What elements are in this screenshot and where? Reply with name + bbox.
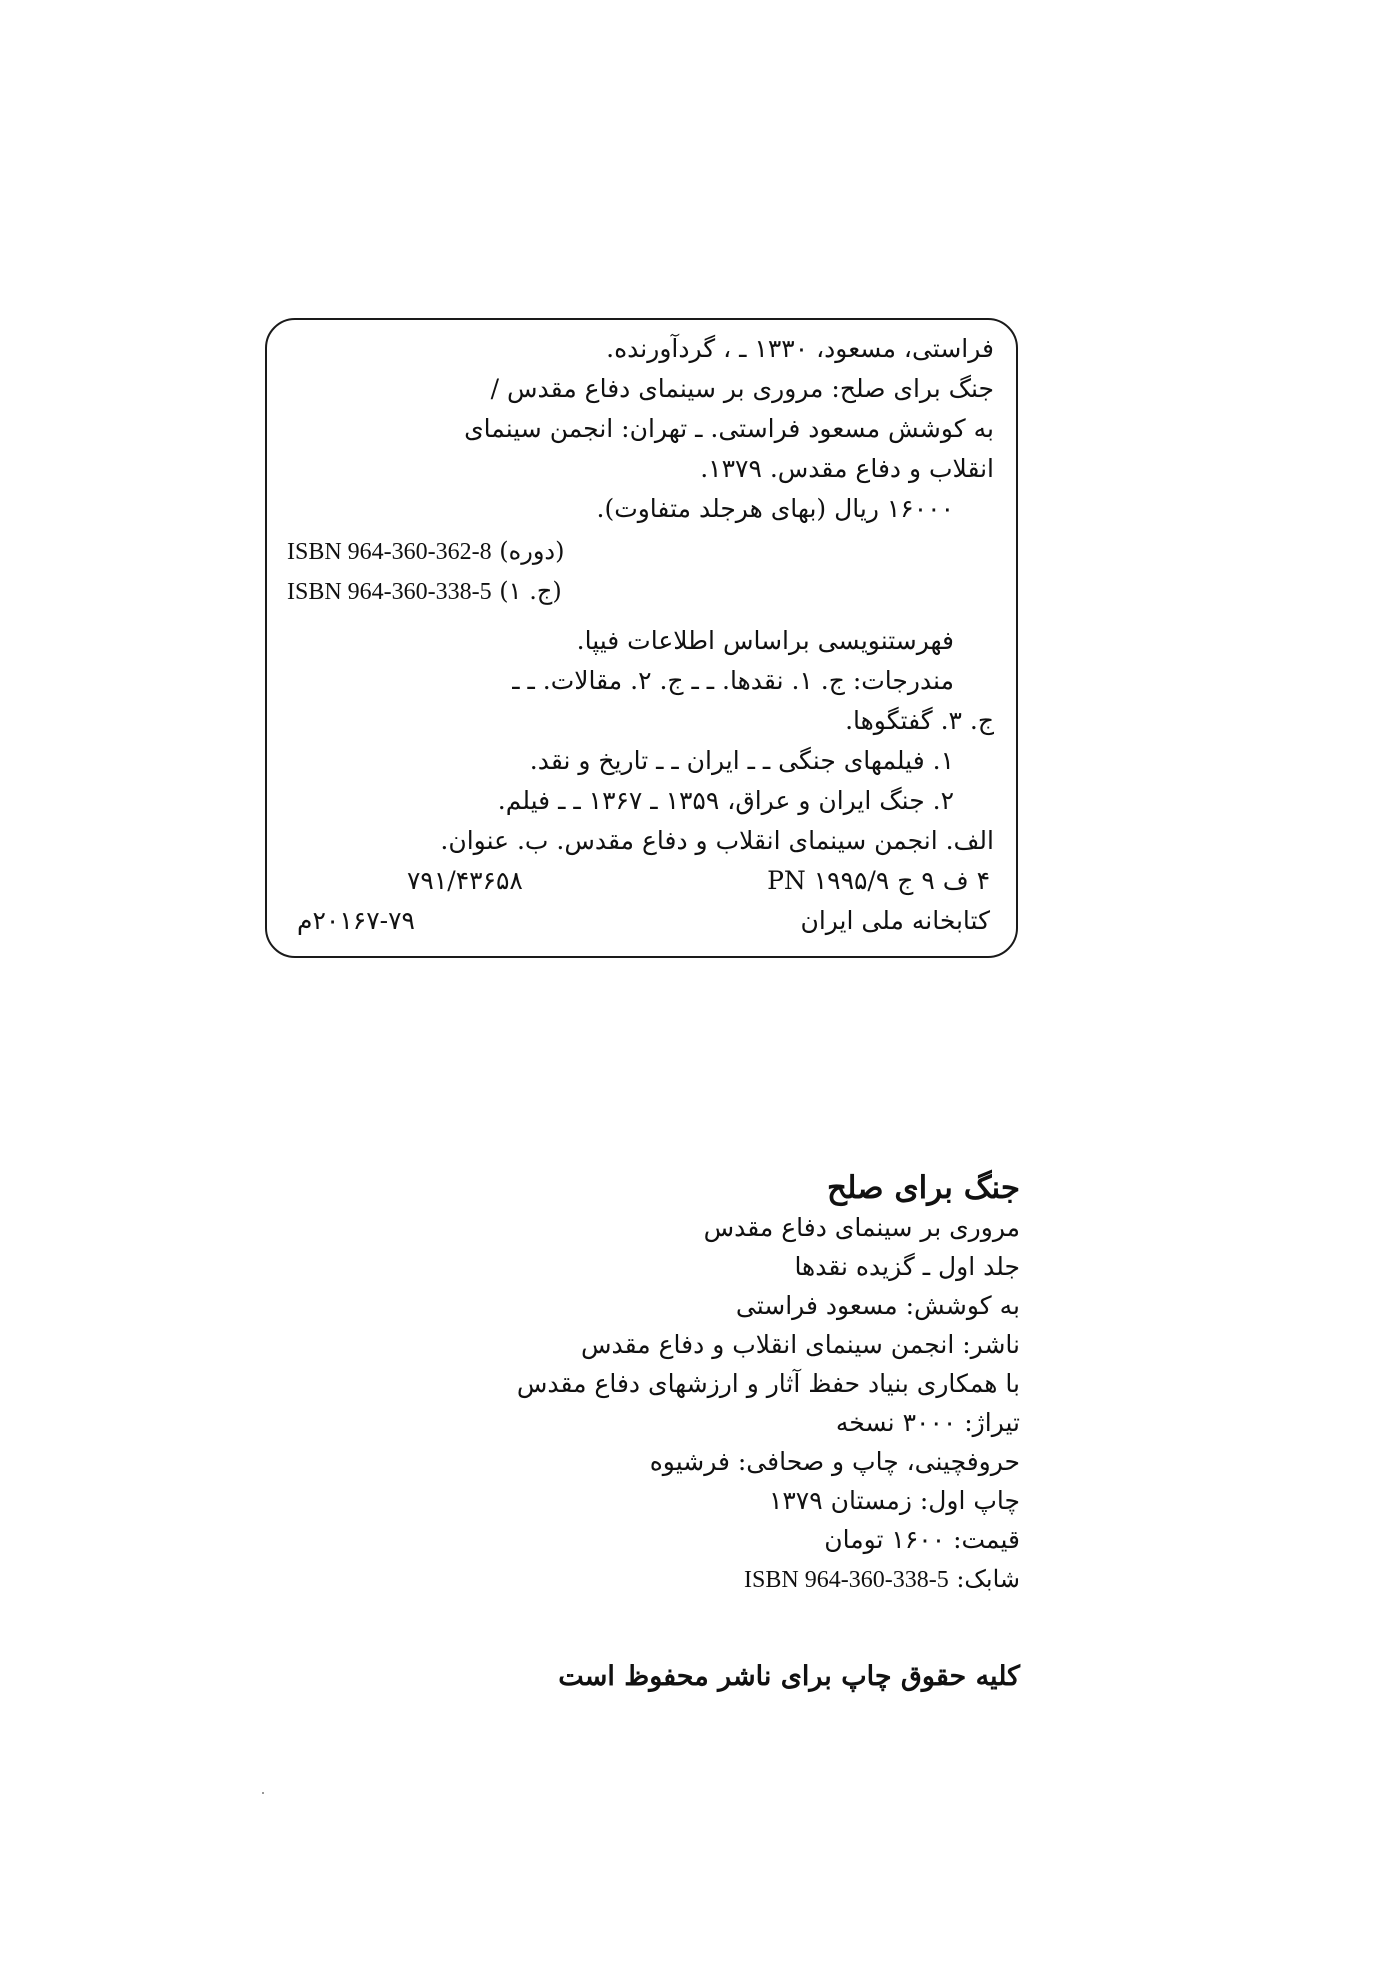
book-title: جنگ برای صلح: [826, 1170, 1020, 1206]
cip-dewey-class: ۷۹۱/۴۳۶۵۸: [407, 866, 523, 895]
cip-library-name: کتابخانه ملی ایران: [800, 906, 990, 935]
book-cooperation: با همکاری بنیاد حفظ آثار و ارزشهای دفاع مقدس: [516, 1369, 1020, 1398]
book-editor: به کوشش: مسعود فراستی: [735, 1291, 1020, 1320]
cip-subject-1: ۱. فیلمهای جنگی ـ ـ ایران ـ ـ تاریخ و نقد.: [529, 746, 954, 775]
book-volume: جلد اول ـ گزیده نقدها: [794, 1252, 1020, 1281]
book-typesetting: حروفچینی، چاپ و صحافی: فرشیوه: [649, 1447, 1020, 1476]
book-isbn-value: ISBN 964-360-338-5: [744, 1567, 949, 1593]
cip-library-row: [297, 906, 990, 936]
book-subtitle: مروری بر سینمای دفاع مقدس: [703, 1213, 1020, 1242]
cip-isbn-vol-note: (ج. ۱): [499, 577, 562, 605]
cip-contents-continued: ج. ۳. گفتگوها.: [845, 706, 994, 735]
book-isbn-row: [744, 1563, 1020, 1596]
cip-classification-row: [297, 866, 990, 896]
book-isbn-label: شابک:: [956, 1565, 1020, 1593]
book-edition: چاپ اول: زمستان ۱۳۷۹: [768, 1486, 1020, 1515]
cip-isbn-set-note: (دوره): [499, 537, 565, 565]
cip-isbn-set-row: [287, 536, 564, 567]
scan-speck: [262, 1792, 264, 1794]
copyright-notice: کلیه حقوق چاپ برای ناشر محفوظ است: [558, 1661, 1020, 1692]
cip-imprint-line: به کوشش مسعود فراستی. ـ تهران: انجمن سینمای: [464, 414, 994, 443]
cip-box: [265, 318, 1018, 958]
book-publisher: ناشر: انجمن سینمای انقلاب و دفاع مقدس: [581, 1330, 1020, 1359]
book-print-run: تیراژ: ۳۰۰۰ نسخه: [835, 1408, 1020, 1437]
cip-title-line: جنگ برای صلح: مروری بر سینمای دفاع مقدس /: [490, 374, 994, 403]
cip-contents-line: مندرجات: ج. ۱. نقدها. ـ ـ ج. ۲. مقالات. ـ ـ: [512, 666, 954, 695]
cip-library-number: ۲۰۱۶۷-۷۹م: [297, 906, 415, 935]
cip-isbn-vol: ISBN 964-360-338-5: [287, 579, 492, 605]
cip-added-entries: الف. انجمن سینمای انقلاب و دفاع مقدس. ب. عنوان.: [440, 826, 994, 855]
book-price: قیمت: ۱۶۰۰ تومان: [824, 1525, 1020, 1554]
cip-subject-2: ۲. جنگ ایران و عراق، ۱۳۵۹ ـ ۱۳۶۷ ـ ـ فیلم.: [497, 786, 954, 815]
cip-fipa-note: فهرستنویسی براساس اطلاعات فیپا.: [576, 626, 954, 655]
cip-price-line: ۱۶۰۰۰ ریال (بهای هرجلد متفاوت).: [596, 494, 954, 523]
cip-lc-class: ۴ ف ۹ ج ۱۹۹۵/۹ PN: [767, 866, 990, 895]
cip-isbn-vol-row: [287, 576, 562, 607]
cip-isbn-set: ISBN 964-360-362-8: [287, 539, 492, 565]
cip-imprint-continued: انقلاب و دفاع مقدس. ۱۳۷۹.: [700, 454, 994, 483]
cip-author-line: فراستی، مسعود، ۱۳۳۰ ـ ، گردآورنده.: [606, 334, 994, 363]
